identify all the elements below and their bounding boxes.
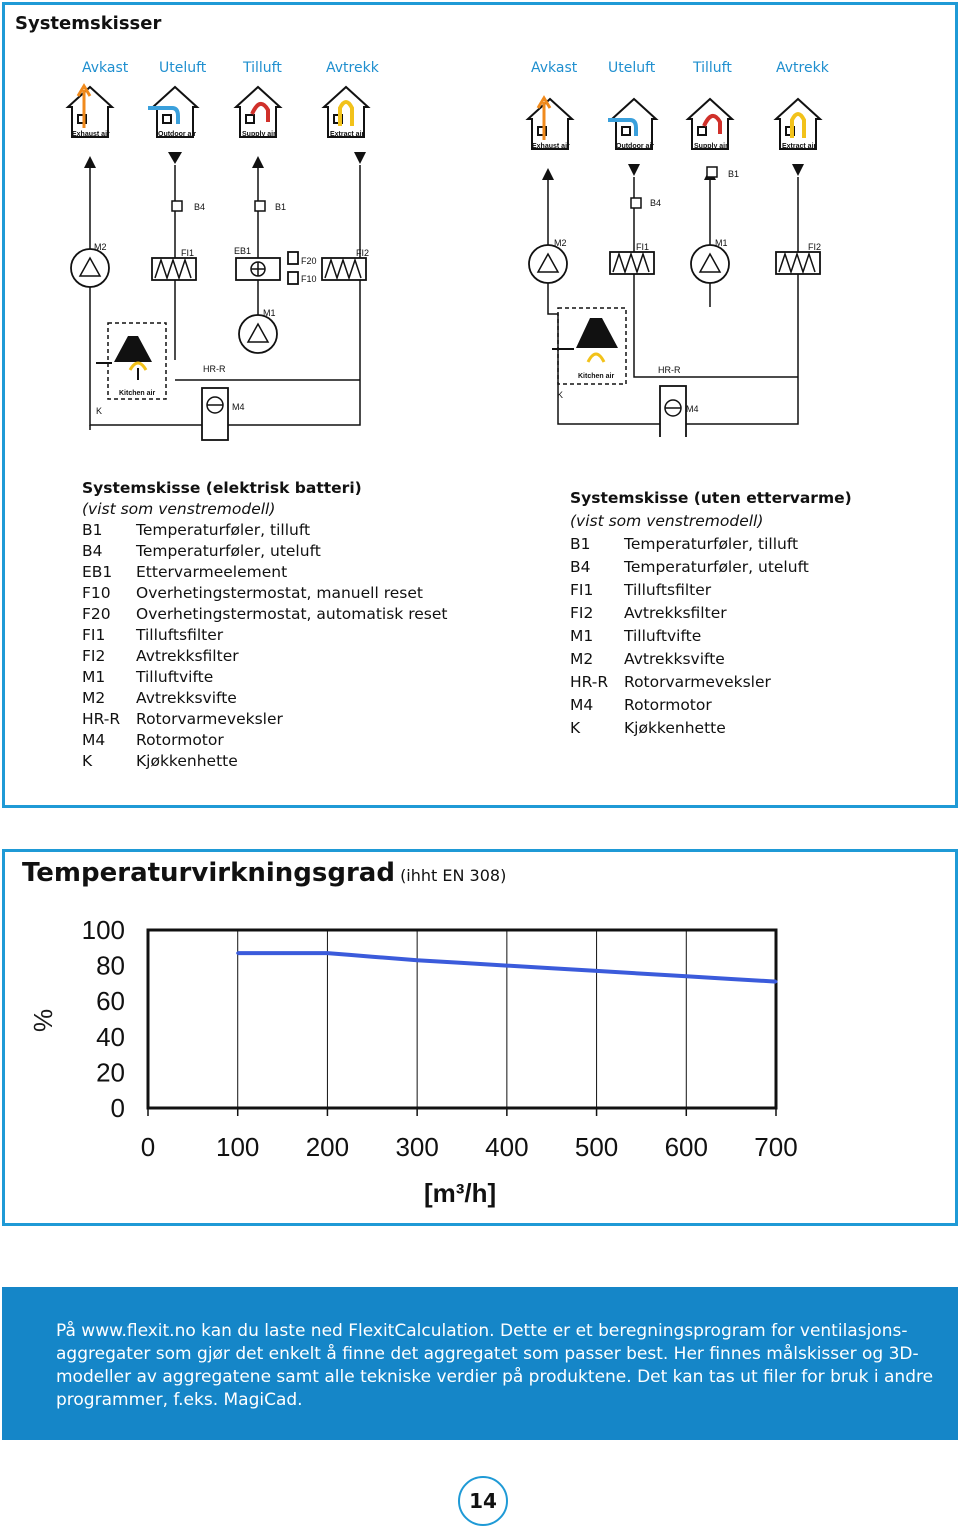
plot-frame [148, 930, 776, 1108]
legend-text: Kjøkkenhette [136, 752, 238, 770]
b1-label: B1 [728, 169, 740, 179]
y-tick-label: 80 [96, 950, 125, 981]
data-point [281, 952, 284, 955]
legend-text: Avtrekksvifte [136, 689, 237, 707]
legend-text: Avtrekksfilter [136, 647, 239, 665]
b4-label: B4 [650, 198, 662, 208]
y-tick-label: 40 [96, 1021, 125, 1052]
legend-code: FI1 [82, 626, 106, 644]
legend-text: Rotormotor [136, 731, 224, 749]
data-point [326, 952, 329, 955]
eb1-label: EB1 [234, 246, 252, 256]
m1-label: M1 [715, 238, 728, 248]
data-point [730, 977, 733, 980]
house-label: Supply air [242, 131, 276, 138]
legend-code: HR-R [82, 710, 121, 728]
x-tick-label: 600 [664, 1132, 708, 1162]
footer-banner [2, 1287, 958, 1440]
legend-text: Rotorvarmeveksler [136, 710, 283, 728]
k-label: K [557, 390, 564, 400]
data-point [505, 964, 508, 967]
duct-label-tilluft: Tilluft [243, 60, 282, 76]
data-point [236, 952, 239, 955]
legend-code: K [82, 752, 93, 770]
data-point [416, 959, 419, 962]
duct-label-avkast: Avkast [531, 60, 578, 76]
x-tick-label: 200 [305, 1132, 350, 1162]
legend-code: FI2 [82, 647, 106, 665]
data-point [550, 967, 553, 970]
b4-label: B4 [194, 202, 206, 212]
house-label: Exhaust air [532, 143, 570, 150]
kitchen-air-label: Kitchen air [119, 390, 156, 397]
legend-code: F10 [82, 584, 111, 602]
section-heading: Systemskisser [15, 13, 162, 34]
x-tick-label: 500 [574, 1132, 619, 1162]
duct-label-avkast: Avkast [82, 60, 129, 76]
data-point [640, 972, 643, 975]
legend-code: B1 [82, 521, 103, 539]
legend-text: Temperaturføler, uteluft [624, 558, 809, 576]
legend-text: Avtrekksvifte [624, 650, 725, 668]
legend-text: Temperaturføler, tilluft [624, 535, 799, 553]
legend-subtitle: (vist som venstremodell) [82, 500, 276, 518]
duct-label-tilluft: Tilluft [693, 60, 732, 76]
house-label: Extract air [782, 143, 817, 150]
m2-label: M2 [94, 242, 107, 252]
data-point [348, 953, 351, 956]
legend-code: M2 [570, 650, 594, 668]
legend-code: FI1 [570, 581, 594, 599]
data-point [595, 969, 598, 972]
legend-code: B4 [570, 558, 591, 576]
legend-code: HR-R [570, 673, 609, 691]
chart-title-note: (ihht EN 308) [400, 866, 507, 885]
legend-code: FI2 [570, 604, 594, 622]
legend-text: Rotormotor [624, 696, 712, 714]
legend-text: Overhetingstermostat, manuell reset [136, 584, 423, 602]
data-point [685, 975, 688, 978]
data-point [775, 980, 778, 983]
b1-label: B1 [275, 202, 287, 212]
duct-label-avtrekk: Avtrekk [326, 60, 379, 76]
legend-code: B1 [570, 535, 591, 553]
duct-label-avtrekk: Avtrekk [776, 60, 829, 76]
legend-title: Systemskisse (uten ettervarme) [570, 489, 852, 507]
legend-code: M4 [82, 731, 106, 749]
duct-label-uteluft: Uteluft [608, 60, 656, 76]
x-tick-label: 100 [216, 1132, 260, 1162]
x-tick-label: 0 [140, 1132, 156, 1162]
legend-title: Systemskisse (elektrisk batteri) [82, 479, 362, 497]
legend-code: K [570, 719, 581, 737]
house-label: Supply air [694, 143, 728, 150]
y-tick-label: 60 [96, 986, 125, 1017]
legend-subtitle: (vist som venstremodell) [570, 512, 764, 530]
legend-text: Tilluftsfilter [624, 581, 712, 599]
f20-label: F20 [301, 256, 317, 266]
x-tick-label: 700 [754, 1132, 798, 1162]
house-label: Exhaust air [72, 131, 110, 138]
m4-label: M4 [232, 402, 245, 412]
hr-r-label: HR-R [203, 364, 226, 374]
x-axis-label: [m³/h] [424, 1178, 497, 1208]
m1-label: M1 [263, 308, 276, 318]
hr-r-label: HR-R [658, 365, 681, 375]
legend-text: Ettervarmeelement [136, 563, 288, 581]
f10-label: F10 [301, 274, 317, 284]
m2-label: M2 [554, 238, 567, 248]
legend-text: Tilluftvifte [624, 627, 702, 645]
fi2-label: FI2 [356, 248, 370, 258]
legend-text: Temperaturføler, tilluft [136, 521, 311, 539]
legend-text: Rotorvarmeveksler [624, 673, 771, 691]
y-tick-label: 0 [110, 1093, 125, 1123]
data-point [371, 955, 374, 958]
legend-text: Temperaturføler, uteluft [136, 542, 321, 560]
legend-text: Avtrekksfilter [624, 604, 727, 622]
legend-code: M1 [82, 668, 106, 686]
page-number: 14 [458, 1476, 508, 1526]
house-label: Extract air [330, 131, 365, 138]
kitchen-air-label: Kitchen air [578, 373, 615, 380]
y-tick-label: 20 [96, 1057, 125, 1088]
m4-label: M4 [686, 404, 699, 414]
house-label: Outdoor air [158, 131, 197, 138]
legend-code: EB1 [82, 563, 113, 581]
y-tick-label: 100 [81, 915, 125, 945]
house-label: Outdoor air [616, 143, 655, 150]
legend-code: M4 [570, 696, 594, 714]
fi2-label: FI2 [808, 242, 822, 252]
x-tick-label: 300 [395, 1132, 439, 1162]
legend-code: M1 [570, 627, 594, 645]
legend-code: B4 [82, 542, 103, 560]
fi1-label: FI1 [181, 248, 195, 258]
data-point [461, 961, 464, 964]
legend-text: Tilluftvifte [136, 668, 214, 686]
legend-text: Kjøkkenhette [624, 719, 726, 737]
legend-text: Tilluftsfilter [136, 626, 224, 644]
x-tick-label: 400 [485, 1132, 529, 1162]
footer-text: På www.flexit.no kan du laste ned FlexitCalculation. Dette er et beregningsprogram for ventilasjons-aggregater som gjør det enkelt å finne det aggregatet som passer best. Her finnes målskisser og 3D-modeller av aggregatene samt alle tekniske verdier på produktene. Det kan tas ut filer for bruk i andre programmer, f.eks. MagiCad. [56, 1321, 934, 1410]
fi1-label: FI1 [636, 242, 650, 252]
y-axis-label: % [28, 1008, 58, 1032]
legend-code: F20 [82, 605, 111, 623]
legend-text: Overhetingstermostat, automatisk reset [136, 605, 448, 623]
chart-title-main: Temperaturvirkningsgrad [22, 858, 395, 888]
legend-code: M2 [82, 689, 106, 707]
k-label: K [96, 406, 103, 416]
duct-label-uteluft: Uteluft [159, 60, 207, 76]
